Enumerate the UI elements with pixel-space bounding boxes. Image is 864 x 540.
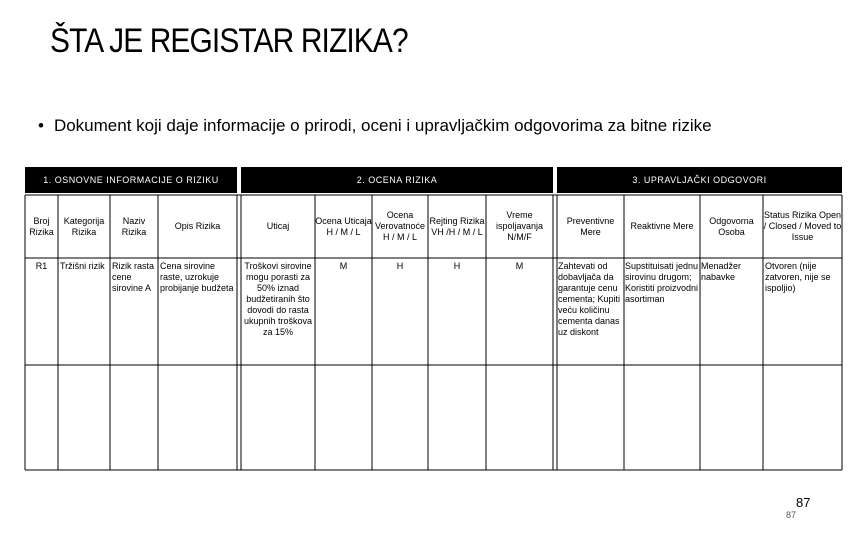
bullet-text: Dokument koji daje informacije o prirodi, oceni i upravljačkim odgovorima za bitne rizike — [53, 116, 712, 135]
bullet-point — [38, 116, 712, 136]
r1-naziv: Rizik rasta cene sirovine A — [112, 261, 155, 293]
r1-rejting: H — [453, 261, 461, 271]
r1-preventivne: Zahtevati od dobavljača da garantuje cenu cementa; Kupiti veću količinu cementa danas uz diskont — [558, 261, 621, 337]
section-header-management-responses: 3. UPRAVLJAČKI ODGOVORI — [557, 167, 842, 193]
col-header-reaktivne: Reaktivne Mere — [630, 221, 694, 231]
r1-vreme: M — [515, 261, 524, 271]
page-title: ŠTA JE REGISTAR RIZIKA? — [50, 22, 408, 60]
col-header-odgovorna: Odgovorna Osoba — [709, 215, 754, 237]
r1-broj: R1 — [35, 261, 48, 271]
col-header-kategorija: Kategorija Rizika — [63, 215, 105, 237]
col-header-uticaj: Uticaj — [266, 221, 290, 231]
page-number: 87 — [796, 495, 811, 510]
r1-opis: Cena sirovine raste, uzrokuje probijanje budžeta — [160, 261, 234, 293]
r1-ocena-uticaja: M — [339, 261, 348, 271]
col-header-rejting: Rejting Rizika VH /H / M / L — [429, 215, 485, 237]
col-header-ocena-verovatnoce: Ocena Verovatnoće H / M / L — [374, 210, 426, 242]
col-header-vreme: Vreme ispoljavanja N/M/F — [495, 210, 544, 242]
r1-uticaj: Troškovi sirovine mogu porasti za 50% iznad budžetiranih što dovodi do rasta ukupnih troškova za 15% — [243, 261, 313, 337]
col-header-preventivne: Preventivne Mere — [566, 215, 615, 237]
r1-odgovorna: Menadžer nabavke — [701, 261, 742, 282]
r1-kategorija: Tržišni rizik — [60, 261, 105, 271]
col-header-opis: Opis Rizika — [174, 221, 221, 231]
col-header-naziv: Naziv Rizika — [121, 215, 147, 237]
section-header-risk-assessment: 2. OCENA RIZIKA — [241, 167, 553, 193]
r1-reaktivne: Supstituisati jednu sirovinu drugom; Koristiti proizvodni asortiman — [625, 261, 699, 304]
col-header-ocena-uticaja: Ocena Uticaja H / M / L — [315, 215, 372, 237]
bullet-dot-icon: • — [38, 116, 44, 135]
col-header-status: Status Rizika Open / Closed / Moved to Issue — [763, 210, 842, 242]
section-header-basic-info: 1. OSNOVNE INFORMACIJE O RIZIKU — [25, 167, 237, 193]
r1-ocena-verovatnoce: H — [396, 261, 404, 271]
r1-status: Otvoren (nije zatvoren, nije se ispoljio) — [765, 261, 831, 293]
col-header-broj: Broj Rizika — [29, 215, 54, 237]
page-number-footer: 87 — [786, 510, 797, 520]
